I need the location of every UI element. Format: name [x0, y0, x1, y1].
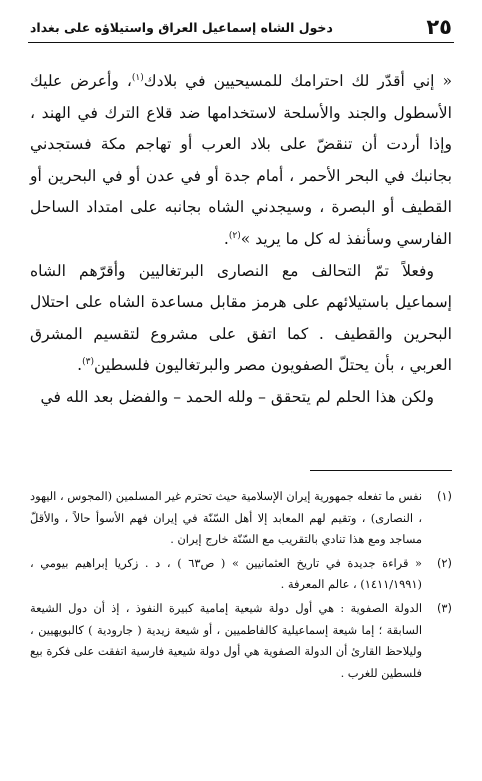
footnote-ref-2: (٢) — [228, 230, 241, 241]
footnote-ref-1: (١) — [131, 72, 144, 83]
footnote-text: « قراءة جديدة في تاريخ العثمانيين » ( ص٦٣ ) ، د . زكريا إبراهيم بيومي ، (١٤١١/١٩٩١) ، عالم المعرفة . — [30, 555, 422, 592]
paragraph-quote — [30, 66, 452, 256]
paragraph-quote-end: . — [223, 229, 229, 248]
footnote-divider — [310, 470, 452, 471]
footnote-3 — [30, 598, 452, 684]
footnote-number: (٣) — [436, 600, 452, 615]
paragraph-alliance — [30, 256, 452, 382]
paragraph-quote-part-1: « إني أقدّر لك احترامك للمسيحيين في بلادك — [143, 72, 453, 90]
footnote-number: (١) — [436, 489, 452, 503]
main-text — [30, 66, 452, 414]
header-divider — [28, 42, 454, 43]
footnote-1 — [30, 486, 452, 551]
page-header — [30, 14, 452, 40]
footnote-text: الدولة الصفوية : هي أول دولة شيعية إمامية كبيرة النفوذ ، إذ أن دول الشيعة السابقة ؛ إما شيعة إسماعيلية كالفاطميين ، أو شيعة زيدية ( جارودية ) كالبويهيين ، وليلاحظ القارئ أن الدولة الصفوية هي أول دولة شيعية فارسية اتفقت على فكرة بيع فلسطين للغرب . — [30, 600, 422, 680]
paragraph-dream: ولكن هذا الحلم لم يتحقق – ولله الحمد – والفضل بعد الله في — [40, 387, 434, 406]
paragraph-alliance-text: وفعلاً تمّ التحالف مع النصارى البرتغاليين وأقرّهم الشاه إسماعيل باستيلائهم على هرمز مقابل مساعدة الشاه على احتلال البحرين والقطيف . كما اتفق على مشروع لتقسيم المشرق العربي ، بأن يحتلّ الصفويون مصر والبرتغاليون فلسطين — [30, 261, 452, 375]
page-number: ٢٥ — [426, 15, 452, 39]
paragraph-alliance-end: . — [77, 356, 83, 375]
footnote-2 — [30, 553, 452, 596]
running-title: دخول الشاه إسماعيل العراق واستيلاؤه على بغداد — [30, 19, 333, 35]
footnotes — [30, 486, 452, 686]
footnote-number: (٢) — [436, 555, 452, 570]
footnote-ref-3: (٣) — [82, 357, 94, 368]
paragraph-quote-part-2: ، وأعرض عليك الأسطول والجند والأسلحة لاستخدامها ضد قلاع الترك في الهند ، وإذا أردت أن تنقضّ على بلاد العرب أو تهاجم مكة فستجدني بجانبك في البحر الأحمر ، أمام جدة أو في عدن أو في البحرين أو القطيف أو البصرة ، وسيجدني الشاه بجانبه على امتداد الساحل الفارسي وسأنفذ له كل ما يريد » — [30, 72, 452, 248]
footnote-text: نفس ما تفعله جمهورية إيران الإسلامية حيث تحترم غير المسلمين (المجوس ، اليهود ، النصارى) ، وتقيم لهم المعابد إلا أهل السّنّة في إيران فهم الأسوأ حالاً ، والأقلّ مساجد ومع هذا تنادي بالتقريب مع السّنّة خارج إيران . — [30, 489, 422, 547]
